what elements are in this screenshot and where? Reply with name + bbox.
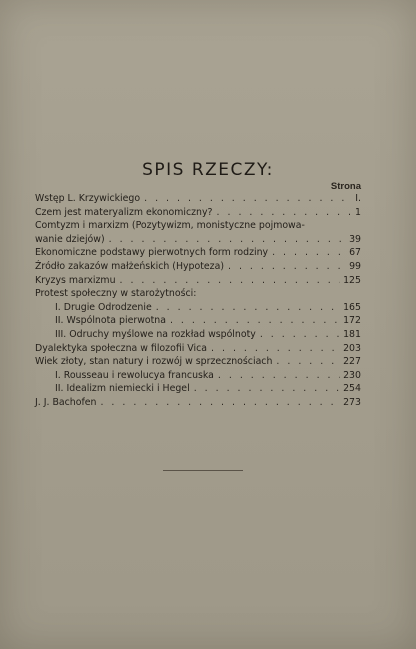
toc-entry [35,219,361,246]
toc-subentry [35,301,361,315]
dot-leader [207,342,340,356]
page-column-header: Strona [330,181,361,192]
toc-entry-page: 254 [343,383,361,395]
dot-leader [105,233,346,247]
dot-leader [214,369,340,383]
toc-entry [35,274,361,288]
toc-entry-title: Dyalektyka społeczna w filozofii Vica [35,342,208,354]
toc-entry-title: wanie dziejów) [35,233,105,245]
toc-entry-title: Wstęp L. Krzywickiego [35,193,141,204]
toc-entry [35,246,361,260]
toc-entry-title: III. Odruchy myślowe na rozkład wspólnoty [55,328,256,340]
toc-entry-page: 181 [343,328,361,340]
toc-section-heading [35,287,361,301]
dot-leader [256,328,340,342]
toc-entry-title: Ekonomiczne podstawy pierwotnych form rodziny [35,247,269,259]
toc-entry-title: Protest społeczny w starożytności: [35,288,197,300]
horizontal-rule [163,470,243,471]
table-of-contents [35,192,361,410]
toc-entry-title-line2-row [35,233,361,247]
toc-entry-title: I. Drugie Odrodzenie [55,301,152,313]
toc-entry-title: II. Wspólnota pierwotna [55,315,166,327]
toc-entry [35,260,361,274]
dot-leader [213,206,353,220]
dot-leader [272,355,340,369]
dot-leader [268,246,346,260]
toc-entry-page: 230 [343,369,361,381]
dot-leader [96,396,340,410]
toc-entry [35,192,361,206]
toc-entry-title: J. J. Bachofen [35,396,97,408]
toc-subentry [35,328,361,342]
toc-subentry [35,369,361,383]
toc-entry [35,396,361,410]
toc-entry-title: Wiek złoty, stan natury i rozwój w sprzecznościach [35,356,273,368]
toc-entry-page: 125 [343,274,361,286]
toc-entry-page: 67 [349,247,361,259]
page-title: SPIS RZECZY: [142,160,274,180]
dot-leader [166,314,340,328]
dot-leader [140,192,352,206]
toc-subentry [35,314,361,328]
dot-leader [224,260,346,274]
toc-entry-title: Kryzys marxizmu [35,274,116,286]
toc-entry-title: II. Idealizm niemiecki i Hegel [55,383,190,395]
toc-entry [35,342,361,356]
toc-entry-page: 273 [343,396,361,408]
toc-entry-title: I. Rousseau i rewolucya francuska [55,369,214,381]
toc-entry-title: Źródło zakazów małżeńskich (Hypoteza) [35,260,224,272]
toc-entry-page: 1 [355,206,361,218]
toc-entry-page: 172 [343,315,361,327]
dot-leader [190,382,340,396]
toc-entry-page: I. [355,193,361,204]
toc-entry-title: Czem jest materyalizm ekonomiczny? [35,206,213,218]
toc-entry-page: 99 [349,260,361,272]
toc-entry-page: 227 [343,356,361,368]
toc-entry-page: 165 [343,301,361,313]
toc-entry-page: 203 [343,342,361,354]
toc-entry-title-line1: Comtyzm i marxizm (Pozytywizm, monistyczne pojmowa- [35,220,305,232]
toc-entry [35,355,361,369]
toc-subentry [35,382,361,396]
toc-entry [35,206,361,220]
dot-leader [152,301,340,315]
toc-entry-page: 39 [349,233,361,245]
dot-leader [116,274,341,288]
